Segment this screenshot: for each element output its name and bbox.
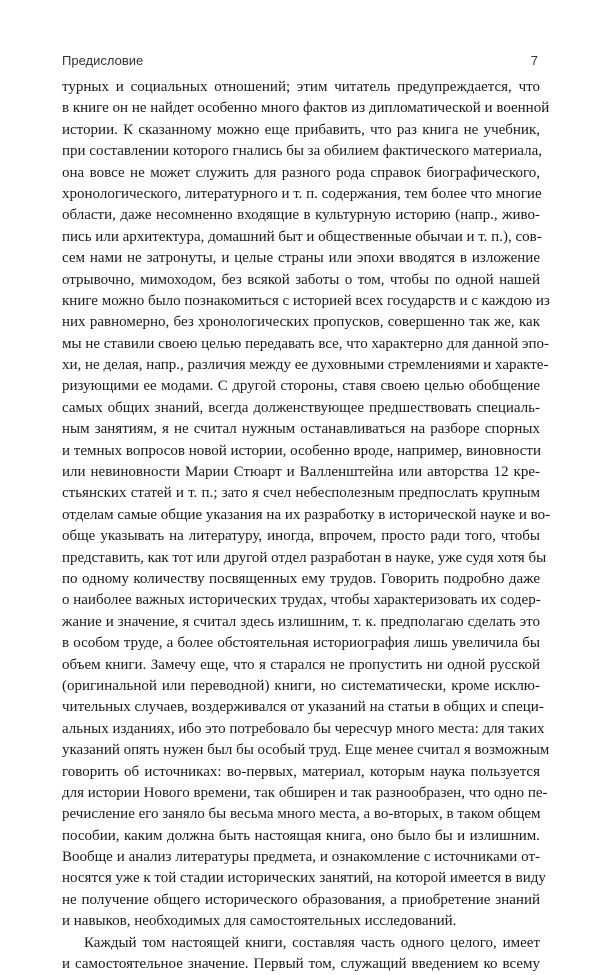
text-line: них равномерно, без хронологических пропусков, совершенно так же, как bbox=[62, 314, 540, 331]
body-text bbox=[62, 77, 551, 975]
paragraph-2 bbox=[62, 933, 540, 975]
text-line: о наиболее важных исторических трудах, чтобы характеризовать их содер- bbox=[62, 592, 541, 609]
text-line: альных изданиях, ибо это потребовало бы чересчур много места: для таких bbox=[62, 720, 545, 737]
text-line: хронологического, литературного и т. п. содержания, тем более что многие bbox=[62, 185, 542, 202]
page-number: 7 bbox=[530, 53, 538, 68]
text-line: и навыков, необходимых для самостоятельных исследований. bbox=[62, 913, 457, 930]
text-line: при составлении которого гнались бы за обилием фактического материала, bbox=[62, 143, 542, 160]
text-line: сем нами не затронуты, и целые страны или эпохи вводятся в изложение bbox=[62, 250, 540, 267]
text-line: отрывочно, мимоходом, без всякой заботы о том, чтобы по одной нашей bbox=[62, 271, 540, 288]
text-line: мы не ставили своею целью передавать все, что характерно для данной эпо- bbox=[62, 335, 550, 352]
running-header bbox=[62, 53, 538, 69]
text-line: книге можно было познакомиться с историей всех государств и с каждою из bbox=[62, 292, 550, 309]
text-line: истории. К сказанному можно еще прибавить, что раз книга не учебник, bbox=[62, 121, 540, 138]
text-line: в особом труде, а более обстоятельная историография лишь увеличила бы bbox=[62, 635, 540, 652]
text-line: самых общих знаний, всегда долженствующее предшествовать специаль- bbox=[62, 399, 540, 416]
text-line: ризующими ее модами. С другой стороны, ставя своею целью обобщение bbox=[62, 378, 540, 395]
text-line: турных и социальных отношений; этим читатель предупреждается, что bbox=[62, 79, 540, 95]
text-line: для истории Нового времени, так обширен и так разнообразен, что одно пе- bbox=[62, 784, 548, 801]
text-line: объем книги. Замечу еще, что я старался не пропустить ни одной русской bbox=[62, 656, 540, 673]
text-line: или невиновности Марии Стюарт и Валленштейна или авторства 12 кре- bbox=[62, 464, 540, 481]
text-line: Вообще и анализ литературы предмета, и ознакомление с источниками от- bbox=[62, 849, 540, 866]
text-line: обще указывать на литературу, иногда, впрочем, просто ради того, чтобы bbox=[62, 528, 540, 545]
text-line: по одному количеству посвященных ему трудов. Говорить подробно даже bbox=[62, 570, 540, 587]
text-line: и темных вопросов новой истории, особенно вроде, например, виновности bbox=[62, 442, 542, 459]
section-title: Предисловие bbox=[62, 53, 144, 68]
text-line: пись или архитектура, домашний быт и общественные обычаи и т. п.), сов- bbox=[62, 228, 542, 245]
text-line: жание и значение, я считал здесь излишним, т. к. предполагаю сделать это bbox=[62, 613, 540, 630]
text-line: отделам самые общие указания на их разработку в исторической науке и во- bbox=[62, 506, 551, 523]
text-line: (оригинальной или переводной) книги, но систематически, кроме исклю- bbox=[62, 677, 540, 694]
text-line: стьянских статей и т. п.; зато я счел небесполезным предпослать крупным bbox=[62, 485, 540, 502]
text-line: речисление его заняло бы весьма много места, а во-вторых, в таком общем bbox=[62, 806, 541, 823]
text-line: говорить об источниках: во-первых, материал, которым наука пользуется bbox=[62, 763, 540, 780]
text-line: носятся уже к той стадии исторических занятий, на которой имеется в виду bbox=[62, 870, 546, 887]
text-line: чительных случаев, воздерживался от указаний на статьи в общих и специ- bbox=[62, 699, 544, 716]
text-line: Каждый том настоящей книги, составляя часть одного целого, имеет bbox=[84, 934, 540, 951]
text-line: представить, как тот или другой отдел разработан в науке, уже судя хотя бы bbox=[62, 549, 547, 566]
text-line: в книге он не найдет особенно много фактов из дипломатической и военной bbox=[62, 100, 550, 117]
text-line: не получение общего исторического образования, а приобретение знаний bbox=[62, 891, 540, 908]
text-line: хи, не делая, напр., различия между ее духовными стремлениями и характе- bbox=[62, 357, 549, 374]
text-line: пособии, каким должна быть настоящая книга, оно было бы и излишним. bbox=[62, 827, 540, 844]
text-line: указаний опять нужен был бы особый труд. Еще менее считал я возможным bbox=[62, 742, 550, 759]
paragraph-1 bbox=[62, 77, 551, 933]
text-line: ным занятиям, я не считал нужным останавливаться на разборе спорных bbox=[62, 421, 540, 438]
text-line: и самостоятельное значение. Первый том, служащий введением ко всему bbox=[62, 956, 540, 973]
text-line: она вовсе не может служить для разного рода справок биографического, bbox=[62, 164, 540, 181]
text-line: области, даже несомненно входящие в культурную историю (напр., живо- bbox=[62, 207, 540, 224]
